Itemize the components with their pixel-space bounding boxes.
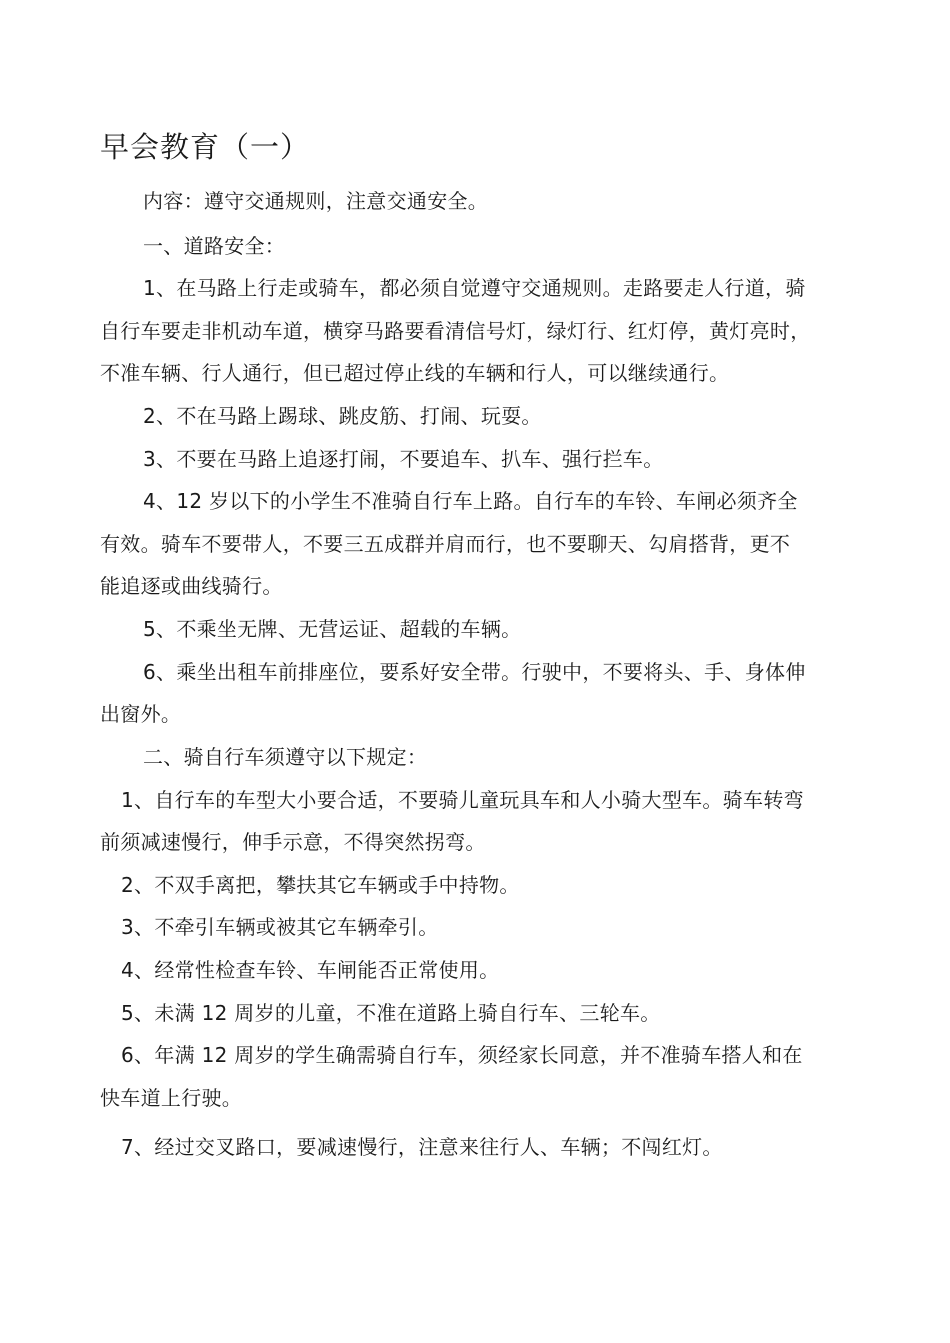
paragraph-line: 2、不双手离把，攀扶其它车辆或手中持物。 xyxy=(121,873,520,897)
paragraph-line: 1、在马路上行走或骑车，都必须自觉遵守交通规则。走路要走人行道，骑 xyxy=(143,276,806,300)
paragraph-line: 7、经过交叉路口，要减速慢行，注意来往行人、车辆；不闯红灯。 xyxy=(121,1135,723,1159)
document-title: 早会教育（一） xyxy=(100,130,311,164)
paragraph-line: 6、乘坐出租车前排座位，要系好安全带。行驶中，不要将头、手、身体伸 xyxy=(143,660,806,684)
paragraph-line: 有效。骑车不要带人，不要三五成群并肩而行，也不要聊天、勾肩搭背，更不 xyxy=(100,532,791,556)
paragraph-line: 3、不牵引车辆或被其它车辆牵引。 xyxy=(121,915,439,939)
paragraph-line: 5、未满 12 周岁的儿童，不准在道路上骑自行车、三轮车。 xyxy=(121,1001,661,1025)
content-line: 内容：遵守交通规则，注意交通安全。 xyxy=(143,189,489,213)
paragraph-line: 3、不要在马路上追逐打闹，不要追车、扒车、强行拦车。 xyxy=(143,447,664,471)
paragraph-line: 2、不在马路上踢球、跳皮筋、打闹、玩耍。 xyxy=(143,404,542,428)
paragraph-line: 4、12 岁以下的小学生不准骑自行车上路。自行车的车铃、车闸必须齐全 xyxy=(143,489,798,513)
paragraph-line: 4、经常性检查车铃、车闸能否正常使用。 xyxy=(121,958,500,982)
section-heading: 二、骑自行车须遵守以下规定： xyxy=(143,745,428,769)
paragraph-line: 5、不乘坐无牌、无营运证、超载的车辆。 xyxy=(143,617,522,641)
paragraph-line: 前须减速慢行，伸手示意，不得突然拐弯。 xyxy=(100,830,486,854)
paragraph-line: 6、年满 12 周岁的学生确需骑自行车，须经家长同意，并不准骑车搭人和在 xyxy=(121,1043,803,1067)
paragraph-line: 快车道上行驶。 xyxy=(100,1086,243,1110)
paragraph-line: 能追逐或曲线骑行。 xyxy=(100,574,283,598)
paragraph-line: 出窗外。 xyxy=(100,702,182,726)
paragraph-line: 不准车辆、行人通行，但已超过停止线的车辆和行人，可以继续通行。 xyxy=(100,361,730,385)
paragraph-line: 1、自行车的车型大小要合适，不要骑儿童玩具车和人小骑大型车。骑车转弯 xyxy=(121,788,804,812)
paragraph-line: 自行车要走非机动车道，横穿马路要看清信号灯，绿灯行、红灯停，黄灯亮时， xyxy=(100,319,811,343)
section-heading: 一、道路安全： xyxy=(143,234,286,258)
